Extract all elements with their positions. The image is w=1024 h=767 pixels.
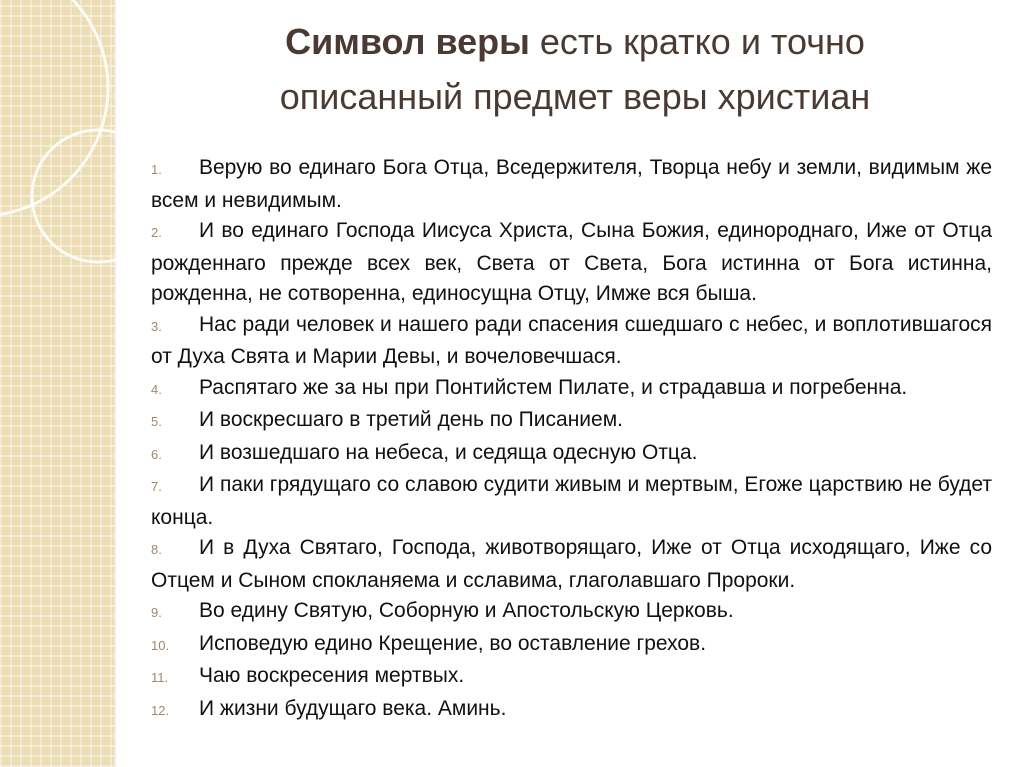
item-number: 4. — [151, 381, 162, 397]
item-text: И в Духа Святаго, Господа, животворящаго, Иже от Отца исходящаго, Иже со Отцем и Сыном спокланяема и сславима, глаголавшаго Пророки. — [151, 536, 992, 592]
item-text: Чаю воскресения мертвых. — [199, 664, 465, 687]
title-line1-rest: есть кратко и точно — [529, 21, 865, 62]
list-item — [151, 629, 992, 662]
list-item — [151, 216, 992, 310]
item-number: 10. — [151, 637, 170, 653]
list-item — [151, 661, 992, 694]
item-text: Верую во единаго Бога Отца, Вседержителя, Творца небу и земли, видимым же всем и невидимым. — [151, 156, 992, 212]
item-number: 5. — [151, 414, 162, 429]
slide-title — [150, 14, 1000, 124]
list-item — [151, 533, 992, 596]
list-item — [151, 373, 992, 406]
list-item — [151, 153, 992, 216]
item-text: И паки грядущаго со славою судити живым и мертвым, Егоже царствию не будет конца. — [151, 473, 992, 529]
title-bold-part: Символ веры — [285, 21, 530, 62]
item-number: 6. — [151, 446, 162, 462]
large-ring — [0, 0, 108, 216]
ring-ornament-icon — [0, 0, 130, 767]
list-item — [151, 310, 992, 373]
item-text: И воскресшаго в третий день по Писанием. — [199, 408, 623, 431]
item-number: 7. — [151, 479, 162, 494]
item-text: И возшедшаго на небеса, и седяща одесную Отца. — [199, 440, 698, 464]
list-item — [151, 438, 992, 471]
item-text: И жизни будущаго века. Аминь. — [199, 696, 507, 720]
list-item — [151, 596, 992, 629]
list-item — [151, 405, 992, 438]
item-number: 2. — [151, 225, 162, 240]
item-number: 8. — [151, 542, 162, 557]
item-text: И во единаго Господа Иисуса Христа, Сына Божия, единороднаго, Иже от Отца рожденнаго прежде всех век, Света от Света, Бога истинна от Бога истинна, рожденна, не сотворенна, единосущна Отцу, Имже вся быша. — [151, 219, 992, 305]
item-text: Во едину Святую, Соборную и Апостольскую Церковь. — [199, 599, 734, 622]
item-text: Исповедую едино Крещение, во оставление грехов. — [199, 631, 707, 655]
item-number: 3. — [151, 318, 162, 334]
item-number: 9. — [151, 605, 162, 620]
item-number: 11. — [151, 670, 169, 685]
title-line2: описанный предмет веры христиан — [279, 76, 871, 117]
creed-articles-list — [151, 153, 992, 726]
list-item — [151, 694, 992, 727]
item-text: Распятаго же за ны при Понтийстем Пилате, и страдавша и погребенна. — [199, 375, 908, 399]
item-number: 12. — [151, 702, 170, 718]
list-item — [151, 470, 992, 533]
item-number: 1. — [151, 162, 162, 177]
item-text: Нас ради человек и нашего ради спасения сшедшаго с небес, и воплотившагося от Духа Свята и Марии Девы, и вочеловечшася. — [151, 312, 992, 368]
